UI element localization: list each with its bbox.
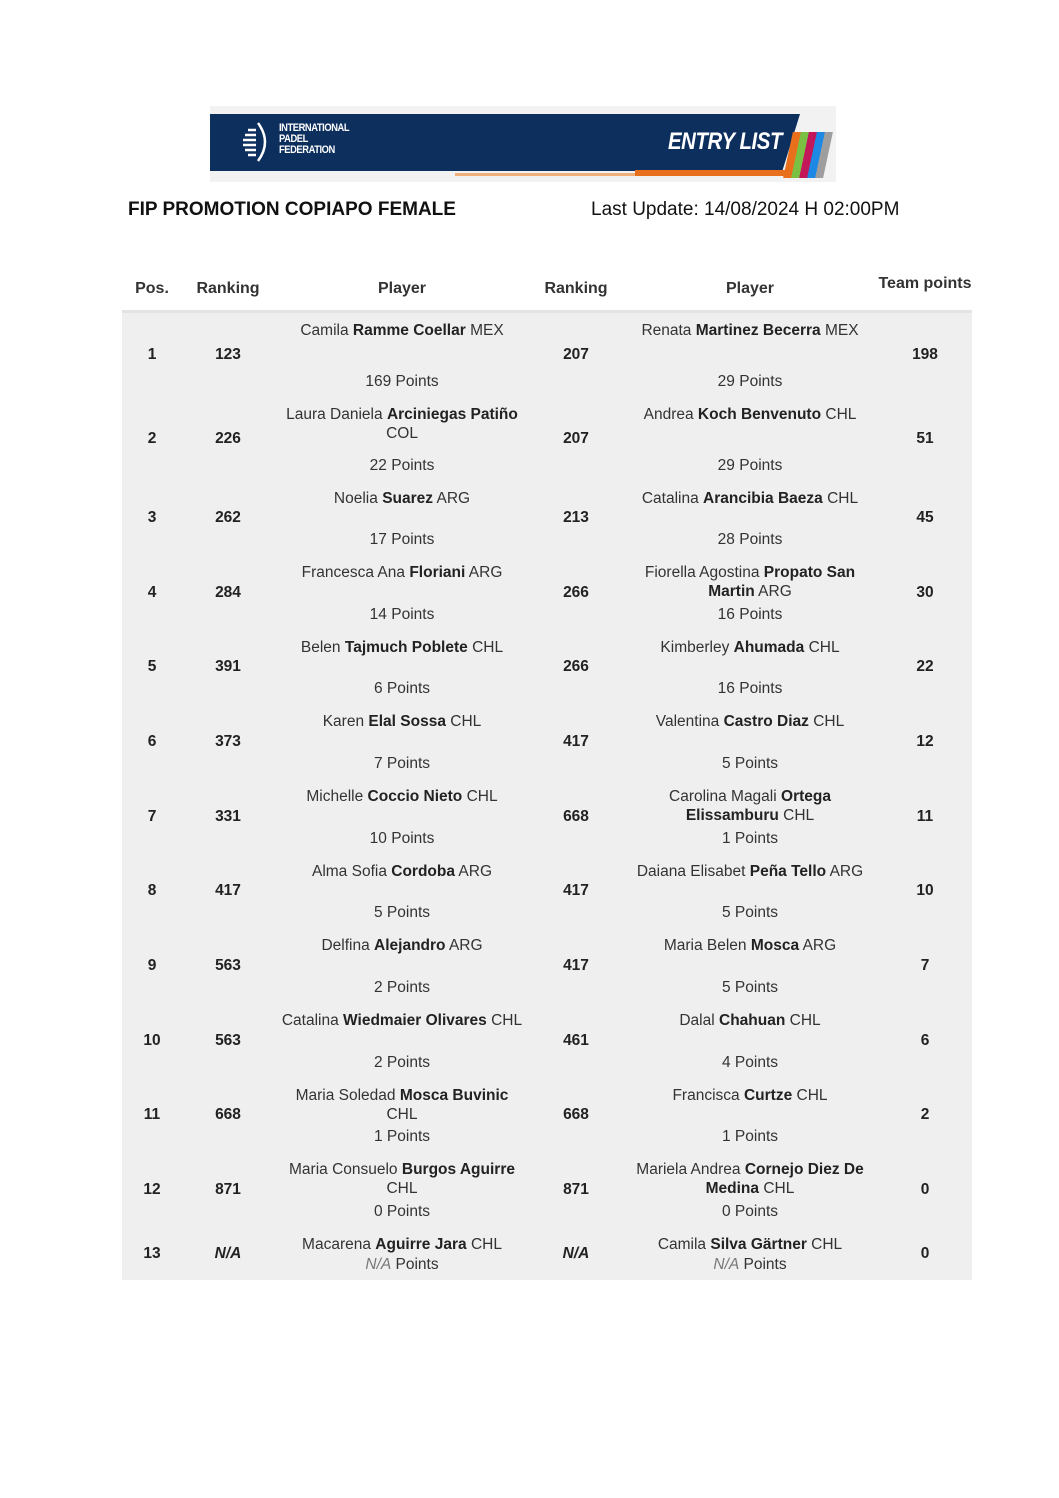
player-country: MEX bbox=[824, 322, 859, 339]
player-cell bbox=[274, 397, 530, 481]
logo-line: FEDERATION bbox=[279, 144, 335, 156]
player-points bbox=[280, 1202, 524, 1221]
points-value: 4 bbox=[721, 1054, 731, 1071]
player-cell bbox=[274, 630, 530, 704]
points-value: 169 bbox=[365, 373, 392, 390]
points-label: Points bbox=[386, 1054, 431, 1071]
player-cell bbox=[274, 1152, 530, 1227]
player-points bbox=[280, 829, 524, 848]
player-first-name: Dalal bbox=[679, 1012, 715, 1029]
points-value: 17 bbox=[369, 531, 387, 548]
points-label: Points bbox=[395, 1256, 439, 1273]
table-row bbox=[122, 313, 972, 397]
player-last-name: Coccio Nieto bbox=[367, 788, 463, 805]
ranking-2: 207 bbox=[563, 430, 589, 447]
team-points: 22 bbox=[916, 658, 934, 675]
points-label: Points bbox=[391, 531, 435, 548]
points-value: N/A bbox=[365, 1256, 392, 1273]
points-label: Points bbox=[734, 1203, 779, 1220]
team-points: 51 bbox=[916, 430, 934, 447]
player-name bbox=[628, 787, 872, 825]
player-last-name: Burgos Aguirre bbox=[401, 1161, 515, 1178]
player-cell bbox=[274, 704, 530, 779]
position: 4 bbox=[147, 583, 157, 601]
player-cell bbox=[622, 779, 878, 854]
player-points bbox=[280, 1127, 524, 1146]
player-country: ARG bbox=[802, 937, 837, 954]
player-first-name: Alma Sofia bbox=[311, 863, 387, 880]
ranking-1: 417 bbox=[215, 882, 241, 899]
player-first-name: Mariela Andrea bbox=[636, 1161, 741, 1178]
points-label: Points bbox=[395, 373, 439, 390]
player-name bbox=[628, 936, 872, 955]
player-first-name: Karen bbox=[322, 713, 365, 730]
logo-line: INTERNATIONAL bbox=[279, 122, 350, 134]
ranking-2: 417 bbox=[563, 956, 589, 974]
points-value: 16 bbox=[717, 680, 735, 697]
player-first-name: Camila bbox=[300, 322, 349, 339]
position: 11 bbox=[143, 1106, 161, 1123]
points-label: Points bbox=[386, 904, 431, 921]
table-header bbox=[122, 268, 972, 313]
player-cell bbox=[622, 928, 878, 1003]
position: 8 bbox=[147, 882, 157, 899]
player-cell bbox=[622, 1152, 878, 1227]
position: 9 bbox=[147, 956, 157, 974]
player-last-name: Silva Gärtner bbox=[710, 1236, 807, 1253]
entry-table bbox=[122, 268, 972, 1280]
team-points: 0 bbox=[920, 1180, 930, 1198]
position: 10 bbox=[143, 1031, 161, 1049]
table-row bbox=[122, 630, 972, 704]
banner-color-stripes bbox=[783, 132, 833, 178]
team-points: 0 bbox=[920, 1244, 930, 1262]
ranking-1: 668 bbox=[215, 1106, 241, 1123]
player-first-name: Fiorella Agostina bbox=[644, 564, 760, 581]
player-last-name: Aguirre Jara bbox=[375, 1236, 467, 1253]
player-last-name: Koch Benvenuto bbox=[697, 406, 822, 423]
player-country: CHL bbox=[827, 490, 859, 507]
position: 1 bbox=[147, 346, 157, 363]
fip-logo-icon bbox=[240, 120, 274, 164]
player-country: CHL bbox=[466, 788, 498, 805]
header-player-1: Player bbox=[377, 280, 427, 297]
header-player-2: Player bbox=[725, 280, 775, 297]
player-last-name: Arciniegas Patiño bbox=[386, 406, 518, 423]
player-last-name: Tajmuch Poblete bbox=[344, 639, 468, 656]
points-value: 6 bbox=[373, 680, 383, 697]
points-label: Points bbox=[739, 531, 783, 548]
player-name bbox=[280, 321, 524, 340]
points-label: Points bbox=[391, 457, 435, 474]
points-label: Points bbox=[734, 1128, 779, 1145]
table-row bbox=[122, 555, 972, 630]
ranking-1: 391 bbox=[215, 658, 241, 675]
player-name bbox=[280, 1235, 524, 1254]
player-name bbox=[628, 489, 872, 508]
player-name bbox=[280, 936, 524, 955]
player-name bbox=[280, 862, 524, 881]
team-points: 45 bbox=[916, 509, 934, 526]
points-label: Points bbox=[739, 680, 783, 697]
player-first-name: Camila bbox=[657, 1236, 707, 1253]
player-points bbox=[280, 530, 524, 549]
position: 3 bbox=[147, 509, 157, 526]
player-name bbox=[280, 712, 524, 731]
player-points bbox=[628, 605, 872, 624]
player-cell bbox=[622, 313, 878, 397]
table-row bbox=[122, 854, 972, 928]
player-last-name: Martinez Becerra bbox=[695, 322, 821, 339]
player-points bbox=[628, 530, 872, 549]
player-points bbox=[628, 754, 872, 773]
player-country: ARG bbox=[458, 863, 493, 880]
player-cell bbox=[622, 630, 878, 704]
team-points: 11 bbox=[916, 807, 934, 825]
player-first-name: Maria Belen bbox=[663, 937, 747, 954]
player-country: MEX bbox=[470, 322, 504, 339]
position: 2 bbox=[147, 430, 157, 447]
player-last-name: Floriani bbox=[409, 564, 466, 581]
points-value: 16 bbox=[717, 606, 735, 623]
player-last-name: Ahumada bbox=[733, 639, 805, 656]
table-row bbox=[122, 1003, 972, 1078]
player-country: CHL bbox=[783, 807, 815, 824]
ranking-2: 668 bbox=[563, 1106, 589, 1123]
player-cell bbox=[622, 854, 878, 928]
player-cell bbox=[622, 704, 878, 779]
points-value: N/A bbox=[713, 1256, 740, 1273]
position: 7 bbox=[147, 807, 157, 825]
banner-stripe bbox=[635, 170, 795, 176]
player-last-name: Suarez bbox=[382, 490, 434, 507]
table-row bbox=[122, 1227, 972, 1280]
player-last-name: Mosca Buvinic bbox=[399, 1087, 509, 1104]
ranking-2: 668 bbox=[563, 807, 589, 825]
player-first-name: Valentina bbox=[655, 713, 720, 730]
player-country: CHL bbox=[472, 639, 504, 656]
ranking-2: 207 bbox=[563, 346, 589, 363]
player-last-name: Curtze bbox=[743, 1087, 793, 1104]
player-points bbox=[280, 679, 524, 698]
player-points bbox=[280, 754, 524, 773]
points-label: Points bbox=[743, 1256, 787, 1273]
player-points bbox=[628, 679, 872, 698]
player-name bbox=[628, 862, 872, 881]
ranking-2: 213 bbox=[563, 509, 589, 526]
points-label: Points bbox=[391, 830, 435, 847]
ranking-2: 417 bbox=[563, 882, 589, 899]
ranking-1: 284 bbox=[215, 583, 241, 601]
points-value: 1 bbox=[373, 1128, 383, 1145]
player-name bbox=[280, 489, 524, 508]
ranking-2: 266 bbox=[563, 658, 589, 675]
player-country: CHL bbox=[808, 639, 840, 656]
player-points bbox=[280, 372, 524, 391]
player-cell bbox=[274, 555, 530, 630]
points-value: 0 bbox=[721, 1203, 731, 1220]
player-name bbox=[628, 1011, 872, 1030]
points-value: 1 bbox=[721, 830, 731, 847]
player-cell bbox=[274, 1078, 530, 1152]
player-first-name: Noelia bbox=[333, 490, 378, 507]
points-label: Points bbox=[739, 457, 783, 474]
points-label: Points bbox=[739, 606, 783, 623]
position: 13 bbox=[143, 1244, 161, 1262]
player-last-name: Mosca bbox=[750, 937, 800, 954]
player-name bbox=[628, 712, 872, 731]
ranking-1: 123 bbox=[215, 346, 241, 363]
table-row bbox=[122, 704, 972, 779]
ranking-1: 262 bbox=[215, 509, 241, 526]
player-points bbox=[628, 372, 872, 391]
points-label: Points bbox=[734, 830, 779, 847]
player-cell bbox=[622, 1227, 878, 1280]
player-cell bbox=[622, 555, 878, 630]
player-first-name: Laura Daniela bbox=[286, 406, 383, 423]
player-first-name: Francisca bbox=[672, 1087, 740, 1104]
player-first-name: Delfina bbox=[321, 937, 370, 954]
table-row bbox=[122, 1152, 972, 1227]
ranking-2: N/A bbox=[562, 1244, 590, 1262]
player-country: CHL bbox=[491, 1012, 523, 1029]
team-points: 2 bbox=[920, 1106, 930, 1123]
team-points: 10 bbox=[916, 882, 934, 899]
points-label: Points bbox=[734, 979, 779, 996]
player-points bbox=[628, 1053, 872, 1072]
entry-list-label: ENTRY LIST bbox=[668, 128, 783, 155]
player-first-name: Catalina bbox=[641, 490, 699, 507]
points-value: 2 bbox=[373, 979, 383, 996]
ranking-1: 563 bbox=[215, 1031, 241, 1049]
player-points bbox=[280, 1053, 524, 1072]
table-row bbox=[122, 481, 972, 555]
player-last-name: Arancibia Baeza bbox=[703, 490, 823, 507]
player-name bbox=[280, 638, 524, 657]
fip-banner bbox=[210, 106, 836, 182]
points-label: Points bbox=[386, 680, 431, 697]
team-points: 12 bbox=[916, 732, 934, 750]
player-points bbox=[280, 978, 524, 997]
player-last-name: Peña Tello bbox=[749, 863, 827, 880]
player-name bbox=[280, 1086, 524, 1124]
tournament-title: FIP PROMOTION COPIAPO FEMALE bbox=[128, 199, 456, 220]
points-value: 5 bbox=[721, 755, 731, 772]
player-country: CHL bbox=[450, 713, 482, 730]
player-country: CHL bbox=[386, 1180, 418, 1197]
player-country: CHL bbox=[789, 1012, 821, 1029]
player-cell bbox=[274, 1227, 530, 1280]
table-row bbox=[122, 928, 972, 1003]
player-name bbox=[280, 1011, 524, 1030]
points-value: 1 bbox=[721, 1128, 731, 1145]
player-last-name: Cordoba bbox=[391, 863, 455, 880]
ranking-2: 266 bbox=[563, 583, 589, 601]
table-row bbox=[122, 1078, 972, 1152]
player-last-name: Ramme Coellar bbox=[352, 322, 466, 339]
player-cell bbox=[622, 481, 878, 555]
ranking-1: 226 bbox=[215, 430, 241, 447]
points-value: 7 bbox=[373, 755, 383, 772]
points-label: Points bbox=[386, 979, 431, 996]
points-label: Points bbox=[386, 755, 431, 772]
table-row bbox=[122, 779, 972, 854]
player-first-name: Belen bbox=[300, 639, 341, 656]
player-last-name: Cornejo Diez De Medina bbox=[705, 1161, 864, 1197]
ranking-2: 417 bbox=[563, 732, 589, 750]
header-pos: Pos. bbox=[135, 280, 169, 297]
player-country: ARG bbox=[468, 564, 503, 581]
player-cell bbox=[274, 779, 530, 854]
ranking-1: 373 bbox=[215, 732, 241, 750]
player-country: ARG bbox=[758, 583, 792, 600]
player-country: CHL bbox=[813, 713, 845, 730]
team-points: 7 bbox=[920, 956, 930, 974]
points-label: Points bbox=[386, 1128, 431, 1145]
player-name bbox=[280, 1160, 524, 1198]
player-first-name: Daiana Elisabet bbox=[636, 863, 746, 880]
ranking-1: 871 bbox=[215, 1180, 241, 1198]
ranking-1: 563 bbox=[215, 956, 241, 974]
points-value: 29 bbox=[717, 457, 735, 474]
points-value: 0 bbox=[373, 1203, 383, 1220]
banner-stripe bbox=[455, 173, 635, 176]
player-name bbox=[280, 787, 524, 806]
points-value: 28 bbox=[717, 531, 735, 548]
header-ranking-2: Ranking bbox=[544, 280, 608, 297]
player-name bbox=[628, 1160, 872, 1198]
points-value: 5 bbox=[721, 979, 731, 996]
player-last-name: Propato San Martin bbox=[708, 564, 856, 600]
player-first-name: Kimberley bbox=[660, 639, 730, 656]
points-value: 14 bbox=[369, 606, 387, 623]
player-first-name: Renata bbox=[641, 322, 692, 339]
player-first-name: Michelle bbox=[306, 788, 364, 805]
team-points: 30 bbox=[916, 583, 934, 601]
team-points: 198 bbox=[912, 346, 938, 363]
player-points bbox=[628, 1202, 872, 1221]
points-value: 10 bbox=[369, 830, 387, 847]
ranking-1: 331 bbox=[215, 807, 241, 825]
player-name bbox=[628, 405, 872, 424]
player-points bbox=[628, 1255, 872, 1274]
points-value: 29 bbox=[717, 373, 735, 390]
player-last-name: Castro Diaz bbox=[723, 713, 809, 730]
table-body bbox=[122, 313, 972, 1280]
player-first-name: Carolina Magali bbox=[669, 788, 777, 805]
player-points bbox=[628, 978, 872, 997]
points-label: Points bbox=[734, 904, 779, 921]
player-first-name: Macarena bbox=[302, 1236, 371, 1253]
player-country: ARG bbox=[436, 490, 471, 507]
ranking-2: 871 bbox=[563, 1180, 589, 1198]
player-name bbox=[628, 638, 872, 657]
player-points bbox=[628, 456, 872, 475]
player-last-name: Elal Sossa bbox=[368, 713, 446, 730]
player-first-name: Francesca Ana bbox=[301, 564, 406, 581]
player-country: CHL bbox=[763, 1180, 795, 1197]
player-name bbox=[280, 563, 524, 582]
ranking-1: N/A bbox=[214, 1244, 242, 1262]
points-value: 5 bbox=[373, 904, 383, 921]
player-cell bbox=[622, 397, 878, 481]
player-country: CHL bbox=[386, 1106, 418, 1123]
player-name bbox=[628, 1235, 872, 1254]
player-cell bbox=[274, 313, 530, 397]
player-last-name: Ortega Elissamburu bbox=[685, 788, 831, 824]
points-value: 5 bbox=[721, 904, 731, 921]
player-points bbox=[628, 829, 872, 848]
player-points bbox=[280, 456, 524, 475]
player-points bbox=[280, 1255, 524, 1274]
last-update: Last Update: 14/08/2024 H 02:00PM bbox=[591, 199, 900, 220]
player-cell bbox=[274, 928, 530, 1003]
position: 12 bbox=[143, 1180, 161, 1198]
player-name bbox=[628, 1086, 872, 1105]
player-last-name: Alejandro bbox=[374, 937, 446, 954]
player-name bbox=[628, 563, 872, 601]
player-first-name: Maria Soledad bbox=[295, 1087, 396, 1104]
logo-line: PADEL bbox=[279, 133, 308, 145]
player-country: CHL bbox=[811, 1236, 843, 1253]
table-row bbox=[122, 397, 972, 481]
player-country: CHL bbox=[470, 1236, 502, 1253]
points-label: Points bbox=[739, 373, 783, 390]
ranking-2: 461 bbox=[563, 1031, 589, 1049]
player-cell bbox=[274, 854, 530, 928]
points-label: Points bbox=[734, 1054, 779, 1071]
points-label: Points bbox=[391, 606, 435, 623]
player-cell bbox=[274, 1003, 530, 1078]
player-country: ARG bbox=[829, 863, 864, 880]
points-label: Points bbox=[734, 755, 779, 772]
player-points bbox=[280, 903, 524, 922]
header-ranking-1: Ranking bbox=[196, 280, 260, 297]
player-country: CHL bbox=[825, 406, 857, 423]
player-points bbox=[628, 903, 872, 922]
header-team-points: Team points bbox=[878, 275, 972, 292]
points-value: 22 bbox=[369, 457, 387, 474]
position: 6 bbox=[147, 732, 157, 750]
player-country: CHL bbox=[796, 1087, 828, 1104]
player-name bbox=[628, 321, 872, 340]
position: 5 bbox=[147, 658, 157, 675]
player-name bbox=[280, 405, 524, 443]
player-first-name: Catalina bbox=[281, 1012, 339, 1029]
fip-logo-text bbox=[279, 123, 349, 156]
points-value: 2 bbox=[373, 1054, 383, 1071]
player-first-name: Maria Consuelo bbox=[289, 1161, 398, 1178]
points-label: Points bbox=[386, 1203, 431, 1220]
team-points: 6 bbox=[920, 1031, 930, 1049]
player-cell bbox=[274, 481, 530, 555]
player-cell bbox=[622, 1078, 878, 1152]
player-first-name: Andrea bbox=[643, 406, 694, 423]
player-cell bbox=[622, 1003, 878, 1078]
player-country: COL bbox=[386, 425, 418, 442]
player-points bbox=[628, 1127, 872, 1146]
player-last-name: Wiedmaier Olivares bbox=[343, 1012, 487, 1029]
player-points bbox=[280, 605, 524, 624]
player-country: ARG bbox=[448, 937, 483, 954]
player-last-name: Chahuan bbox=[719, 1012, 786, 1029]
